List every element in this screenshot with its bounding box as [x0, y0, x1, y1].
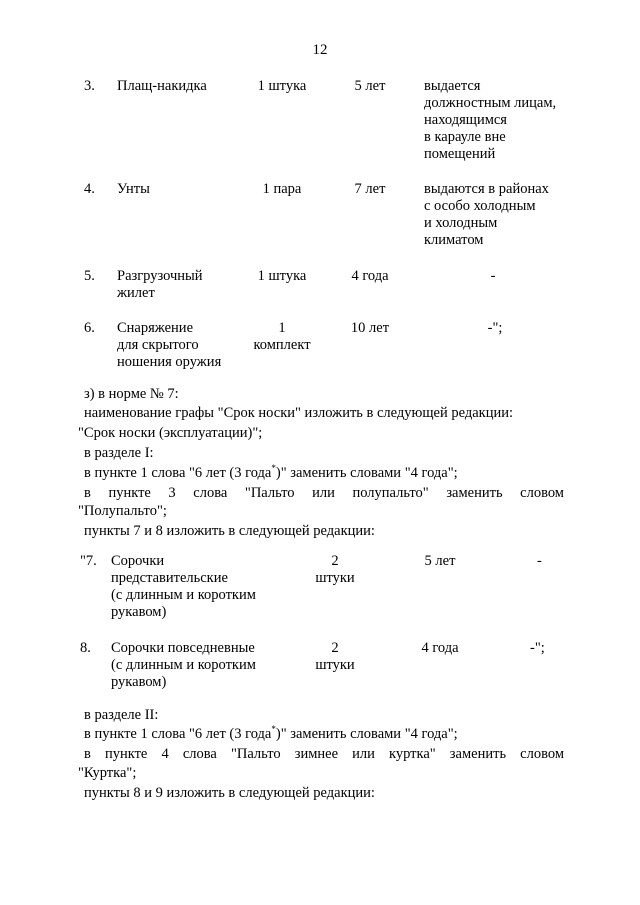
item-quantity: 1 штука: [257, 268, 307, 284]
paragraph: в пункте 1 слова "6 лет (3 года*)" заменить словами "4 года";: [84, 724, 458, 742]
item-name-line: (с длинным и коротким: [111, 657, 256, 673]
paragraph: пункты 7 и 8 изложить в следующей редакции:: [84, 523, 375, 539]
item-note-line: -: [490, 268, 496, 284]
item-name-line: рукавом): [111, 674, 167, 690]
row-number: "7.: [80, 553, 97, 569]
item-name-line: Разгрузочный: [117, 268, 203, 284]
item-quantity: 1: [278, 320, 286, 336]
item-note-line: выдаются в районах: [424, 181, 549, 197]
page-number: 12: [312, 42, 328, 58]
item-quantity: 1 штука: [257, 78, 307, 94]
item-note-line: -";: [487, 320, 503, 336]
item-note-line: с особо холодным: [424, 198, 536, 214]
item-term: 4 года: [351, 268, 389, 284]
item-quantity: 1 пара: [262, 181, 302, 197]
item-note-line: и холодным: [424, 215, 498, 231]
paragraph: в разделе I:: [84, 445, 154, 461]
row-number: 4.: [84, 181, 95, 197]
item-term: 5 лет: [424, 553, 456, 569]
item-term: 10 лет: [350, 320, 390, 336]
item-quantity: 2: [331, 640, 339, 656]
item-term: 4 года: [421, 640, 459, 656]
paragraph: в пункте 1 слова "6 лет (3 года*)" заменить словами "4 года";: [84, 463, 458, 481]
paragraph: "Полупальто";: [78, 503, 167, 519]
item-note-line: должностным лицам,: [424, 95, 557, 111]
paragraph: наименование графы "Срок носки" изложить в следующей редакции:: [84, 405, 514, 421]
item-note-line: находящимся: [424, 112, 507, 128]
row-number: 3.: [84, 78, 95, 94]
paragraph: "Куртка";: [78, 765, 137, 781]
item-name-line: (с длинным и коротким: [111, 587, 256, 603]
row-number: 8.: [80, 640, 91, 656]
row-number: 6.: [84, 320, 95, 336]
item-name-line: для скрытого: [117, 337, 199, 353]
item-name-line: ношения оружия: [117, 354, 222, 370]
item-note-line: в карауле вне: [424, 129, 506, 145]
row-number: 5.: [84, 268, 95, 284]
paragraph: в пункте 3 слова "Пальто или полупальто" заменить словом: [84, 485, 564, 501]
item-name-line: Снаряжение: [117, 320, 194, 336]
paragraph: з) в норме № 7:: [84, 386, 179, 402]
item-quantity: штуки: [315, 570, 355, 586]
item-quantity: штуки: [315, 657, 355, 673]
paragraph: пункты 8 и 9 изложить в следующей редакции:: [84, 785, 375, 801]
item-note: -";: [530, 640, 545, 656]
item-name-line: жилет: [117, 285, 155, 301]
paragraph: в пункте 4 слова "Пальто зимнее или куртка" заменить словом: [84, 746, 564, 762]
item-note-line: климатом: [424, 232, 484, 248]
item-name-line: Унты: [117, 181, 150, 197]
item-quantity: комплект: [253, 337, 311, 353]
item-note-line: выдается: [424, 78, 481, 94]
item-term: 5 лет: [354, 78, 386, 94]
item-name-line: рукавом): [111, 604, 167, 620]
item-note: -: [537, 553, 542, 569]
item-quantity: 2: [331, 553, 339, 569]
item-name-line: Сорочки: [111, 553, 165, 569]
item-name-line: Сорочки повседневные: [111, 640, 255, 656]
item-name-line: представительские: [111, 570, 228, 586]
paragraph: "Срок носки (эксплуатации)";: [78, 425, 263, 441]
item-note-line: помещений: [424, 146, 496, 162]
paragraph: в разделе II:: [84, 707, 159, 723]
item-term: 7 лет: [354, 181, 386, 197]
item-name-line: Плащ-накидка: [117, 78, 207, 94]
